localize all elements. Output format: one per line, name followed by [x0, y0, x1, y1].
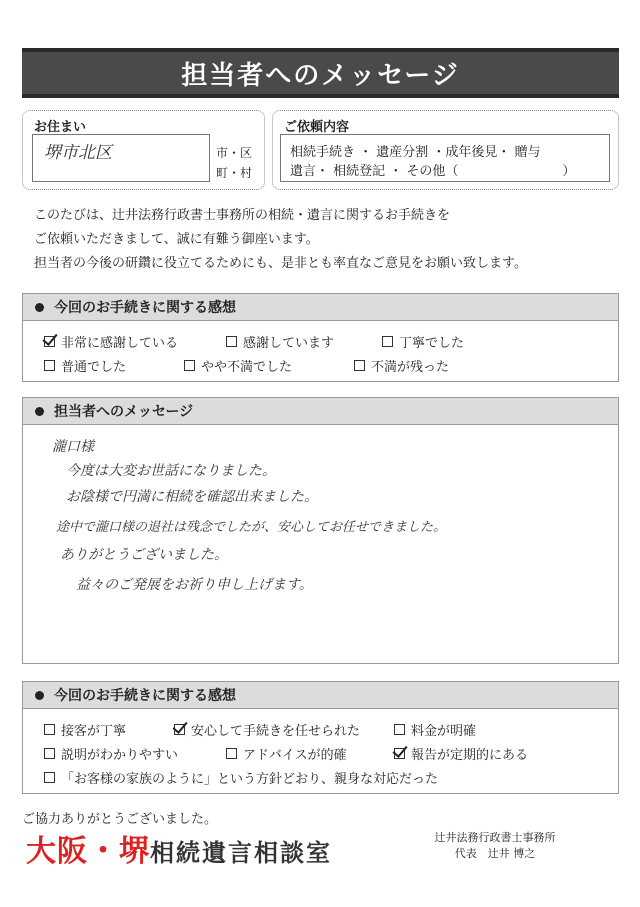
- checkbox-checked-icon[interactable]: [174, 724, 185, 735]
- message-line-2: 今度は大変お世話になりました。: [66, 463, 276, 479]
- request-options-line1: 相続手続き ・ 遺産分割 ・成年後見・ 贈与: [290, 145, 541, 160]
- checkbox-icon[interactable]: [44, 724, 55, 735]
- survey2-heading-text: 今回のお手続きに関する感想: [54, 688, 236, 704]
- brand-red: 大阪・堺: [26, 834, 150, 869]
- checkbox-icon[interactable]: [226, 336, 237, 347]
- intro-line-3: 担当者の今後の研鑽に役立てるためにも、是非とも率直なご意見をお願い致します。: [34, 256, 527, 271]
- checkbox-icon[interactable]: [44, 748, 55, 759]
- page-title: 担当者へのメッセージ: [181, 60, 460, 91]
- message-line-5: ありがとうございました。: [60, 547, 228, 563]
- survey1-option-very-grateful[interactable]: 非常に感謝している: [44, 332, 178, 351]
- bullet-icon: [35, 303, 44, 312]
- request-options-line2: 遺言・ 相続登記 ・ その他（ ）: [290, 164, 576, 179]
- survey2-option-good-advice[interactable]: アドバイスが的確: [226, 744, 347, 763]
- survey1-heading-text: 今回のお手続きに関する感想: [54, 300, 236, 316]
- intro-line-2: ご依頼いただきまして、誠に有難う御座います。: [34, 232, 319, 247]
- checkbox-checked-icon[interactable]: [44, 336, 55, 347]
- checkbox-icon[interactable]: [44, 360, 55, 371]
- survey1-option-polite[interactable]: 丁寧でした: [382, 332, 464, 351]
- footer-thanks: ご協力ありがとうございました。: [22, 812, 218, 827]
- survey2-option-clear-explanation[interactable]: 説明がわかりやすい: [44, 744, 178, 763]
- checkbox-icon[interactable]: [226, 748, 237, 759]
- brand-logo: [26, 826, 332, 870]
- intro-line-1: このたびは、辻井法務行政書士事務所の相続・遺言に関するお手続きを: [34, 208, 451, 223]
- survey1-option-dissatisfied[interactable]: 不満が残った: [354, 356, 449, 375]
- checkbox-icon[interactable]: [382, 336, 393, 347]
- checkbox-checked-icon[interactable]: [394, 748, 405, 759]
- survey2-option-courteous[interactable]: 接客が丁寧: [44, 720, 126, 739]
- address-unit-city: 市・区: [216, 146, 253, 160]
- survey2-heading: [22, 681, 619, 709]
- survey1-option-slightly-dissatisfied[interactable]: やや不満でした: [184, 356, 292, 375]
- address-label: お住まい: [34, 120, 87, 135]
- bullet-icon: [35, 407, 44, 416]
- message-line-1: 瀧口様: [52, 439, 94, 455]
- address-handwritten: 堺市北区: [44, 143, 112, 163]
- survey1-option-grateful[interactable]: 感謝しています: [226, 332, 334, 351]
- message-line-3: お陰様で円満に相続を確認出来ました。: [66, 489, 318, 505]
- message-heading: [22, 397, 619, 425]
- survey1-option-normal[interactable]: 普通でした: [44, 356, 126, 375]
- page-title-banner: [22, 48, 619, 98]
- checkbox-icon[interactable]: [394, 724, 405, 735]
- office-representative: 代表 辻井 博之: [454, 847, 536, 860]
- office-name: 辻井法務行政書士事務所: [434, 831, 556, 844]
- survey2-option-family-like[interactable]: 「お客様の家族のように」という方針どおり、親身な対応だった: [44, 768, 438, 787]
- checkbox-icon[interactable]: [44, 772, 55, 783]
- office-info: [410, 830, 580, 862]
- message-heading-text: 担当者へのメッセージ: [54, 404, 194, 420]
- checkbox-icon[interactable]: [184, 360, 195, 371]
- request-label: ご依頼内容: [284, 120, 350, 135]
- survey1-heading: [22, 293, 619, 321]
- survey2-option-clear-fee[interactable]: 料金が明確: [394, 720, 476, 739]
- brand-dark: 相続遺言相談室: [150, 839, 332, 867]
- survey2-option-trusted[interactable]: 安心して手続きを任せられた: [174, 720, 360, 739]
- bullet-icon: [35, 691, 44, 700]
- message-line-6: 益々のご発展をお祈り申し上げます。: [76, 577, 313, 593]
- checkbox-icon[interactable]: [354, 360, 365, 371]
- message-line-4: 途中で瀧口様の退社は残念でしたが、安心してお任せできました。: [56, 520, 447, 535]
- address-unit-town: 町・村: [216, 166, 253, 180]
- survey2-option-regular-reports[interactable]: 報告が定期的にある: [394, 744, 528, 763]
